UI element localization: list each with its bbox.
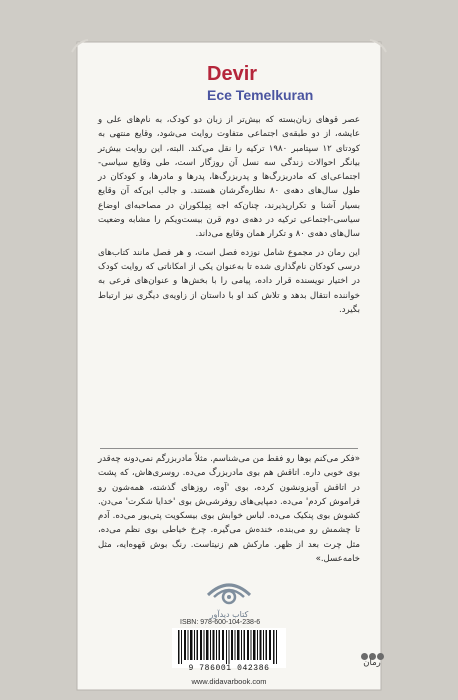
description-paragraph-1: عصر قوهای زبان‌بسته که بیش‌تر از زبان دو کودک، به نام‌های علی و عایشه، از دو طبقه‌ی اجتماعی متفاوت روایت می‌شود، وقایع منتهی به کودتای ۱۲ سپتامبر ۱۹۸۰ ترکیه را نقل می‌کند. البته، این روایت بیش‌تر بیانگر احوالات زندگی سه نسل آن روزگار است، طی وقایع سیاسی-اجتماعی‌ای که مادربزرگ‌ها و پدربزرگ‌ها، پدرها و مادرها، و کودکان در طول سال‌های دهه‌ی ۸۰ نظاره‌گرشان هستند. و جالب این‌که آن وقایع بسیار آشنا و تکرارپذیرند، چنان‌که اجه تِمِلکوران در مصاحبه‌ای اوضاع سیاسی-اجتماعی ترکیه در دهه‌ی دوم قرن بیست‌ویکم را مشابه وضعیت سال‌های دهه‌ی ۸۰ و تکرار همان وقایع می‌داند.: [98, 115, 360, 240]
description-paragraph-2: این رمان در مجموع شامل نوزده فصل است، و هر فصل مانند کتاب‌های درسی کودکان نام‌گذاری شده تا به‌عنوان یکی از امکاناتی که روایت کودک در اختیار نویسنده قرار داده، پیامی را با بخش‌ها و عنوان‌های فرعی به خواننده انتقال بدهد و تلاش کند او با داستان از زاویه‌ی دیگری نیز ارتباط بگیرد.: [98, 247, 360, 315]
genre-label: رمان: [363, 658, 381, 668]
divider: [100, 448, 358, 449]
book-title: Devir: [207, 63, 258, 85]
isbn: ISBN: 978-600-104-238-6: [180, 619, 261, 626]
title-block: [207, 63, 357, 103]
author-name: Ece Temelkuran: [207, 87, 314, 103]
publisher-website: www.didavarbook.com: [191, 677, 267, 686]
excerpt-quote: «فکر می‌کنم بوها رو فقط من می‌شناسم. مثلاً مادربزرگم نمی‌دونه چه‌قدر بوی خوبی داره. اتاقش هم بوی مادربزرگ می‌ده. روسری‌هاش، که پشت در اتاقش آویزونشون کرده، بوی 'آوه، روزهای گذشته، همه‌شون رو فراموش کردم' می‌ده. دمپایی‌های روفرشی‌ش بوی 'خدایا شکرت' می‌دن. کشوش بوی پنکیک می‌ده. لباس خوابش بوی بیسکویت پتی‌بور می‌ده. آدم تا چشمش رو می‌بنده، خنده‌ش می‌گیره. چرخ خیاطی بوی نظم می‌ده، مثل چرت بعد از ظهر. مارکش هم زنیتاست. رنگ بوش قهوه‌ایه، مثل خامه‌عسل.»: [98, 454, 360, 565]
publisher-logo-icon: [198, 573, 260, 613]
barcode-number: 9 786001 042386: [188, 664, 270, 673]
barcode: [172, 628, 286, 668]
publisher-name: کتاب دیدآور: [209, 610, 249, 619]
barcode-bars-icon: [172, 628, 286, 664]
description-text: [98, 113, 360, 321]
